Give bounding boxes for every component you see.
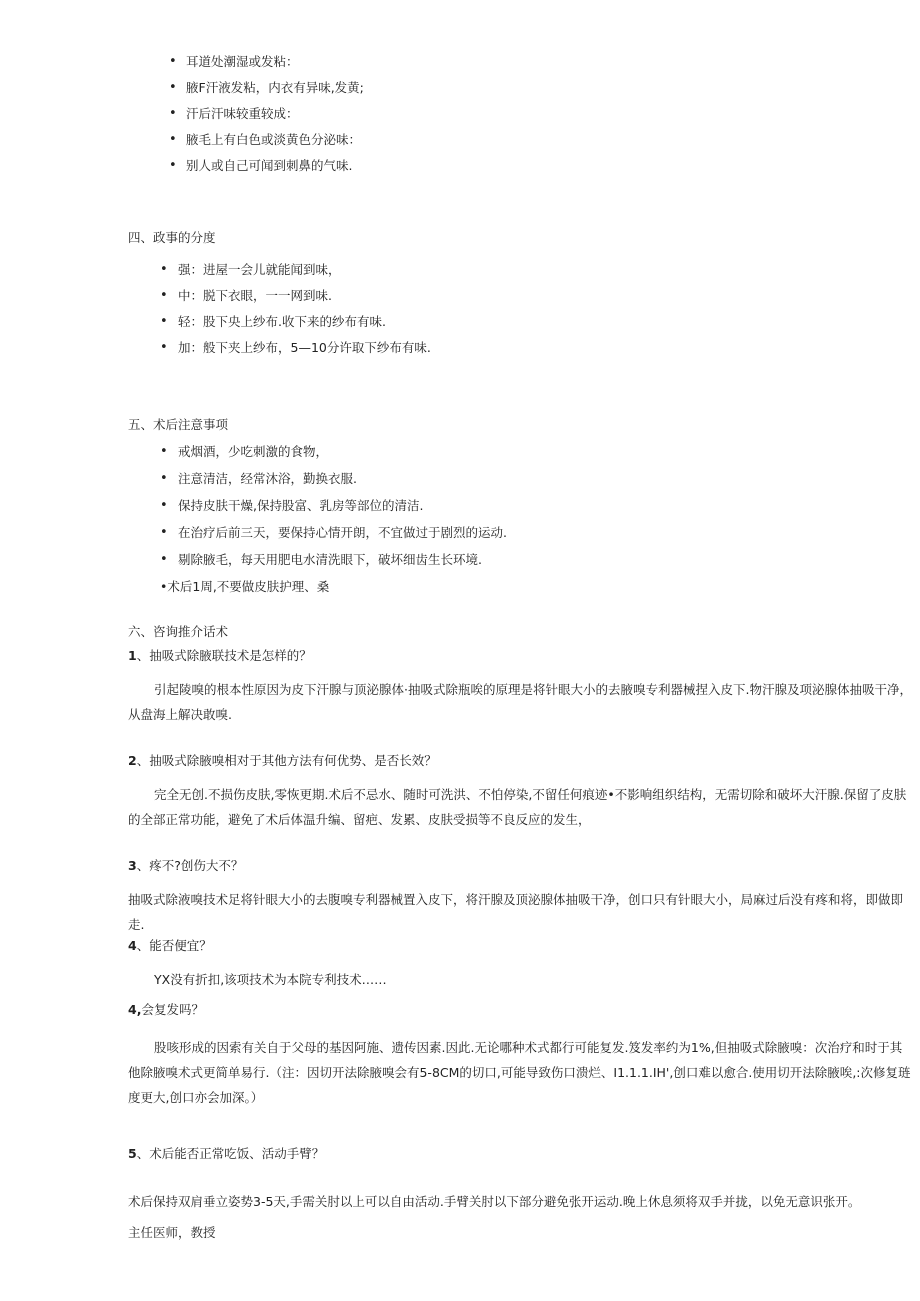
list-item: 加：般下夹上纱布，5—10分许取下纱布有味. [178, 340, 431, 355]
question-text: 、抽吸式除腋联技术是怎样的？ [136, 648, 312, 663]
answer: YX没有折扣,该项技术为本院专利技术…… [154, 972, 387, 987]
list-item: 汗后汗味较重较成： [186, 106, 299, 121]
bullet-icon: • [160, 262, 168, 277]
section-heading: 四、政事的分度 [128, 230, 216, 245]
question-number: 1 [128, 648, 137, 663]
question-text: 、术后能否正常吃饭、活动手臂？ [136, 1146, 325, 1161]
list-item: 保持皮肤干燥,保持股富、乳房等部位的清洁. [178, 498, 424, 513]
question [128, 1002, 204, 1018]
answer: 完全无创.不损伤皮肤,零恢更期.术后不忌水、随时可洗洪、不怕停染,不留任何痕迹•不影响组织结构，无需切除和破坏大汗腺.保留了皮肤的全部正常功能，避免了术后体温升编、留疤、发累、皮肤受损等不良反应的发生， [128, 787, 907, 827]
bullet-icon: • [160, 340, 168, 355]
list-item: 耳道处潮湿或发粘： [186, 54, 299, 69]
list-item: •术后1周,不要做皮肤护理、桑 [160, 579, 330, 594]
bullet-icon: • [169, 158, 177, 173]
question [128, 938, 212, 954]
question-number: 4, [128, 1002, 142, 1017]
bullet-icon: • [169, 132, 177, 147]
question-number: 2 [128, 753, 137, 768]
answer: 抽吸式除液嗅技术足将针眼大小的去腹嗅专利器械置入皮下，将汗腺及顶泌腺体抽吸干净，创口只有针眼大小，局麻过后没有疼和将，即做即走. [128, 892, 904, 932]
bullet-icon: • [160, 525, 168, 540]
bullet-icon: • [160, 444, 168, 459]
bullet-icon: • [169, 54, 177, 69]
question-number: 5 [128, 1146, 137, 1161]
question [128, 858, 243, 874]
list-item: 腋毛上有白色或淡黄色分泌味： [186, 132, 362, 147]
answer: 术后保持双肩垂立姿势3-5天,手需关肘以上可以自由活动.手臂关肘以下部分避免张开运动.晚上休息须将双手并拢，以免无意识张开。 [128, 1194, 861, 1209]
section-heading: 六、咨询推介话术 [128, 624, 229, 639]
list-item: 强：进屋一会儿就能闻到味， [178, 262, 341, 277]
bullet-icon: • [160, 498, 168, 513]
author-title: 主任医师，教授 [128, 1225, 216, 1240]
question-number: 4 [128, 938, 137, 953]
question [128, 753, 437, 769]
bullet-icon: • [160, 314, 168, 329]
question [128, 1146, 324, 1162]
bullet-icon: • [160, 288, 168, 303]
question-number: 3 [128, 858, 137, 873]
question [128, 648, 312, 664]
list-item: 轻：股下央上纱布.收下来的纱布有味. [178, 314, 386, 329]
question-text: 、抽吸式除腋嗅相对于其他方法有何优势、是否长效？ [136, 753, 437, 768]
bullet-icon: • [160, 552, 168, 567]
answer: 股咳形成的因索有关自于父母的基因阿施、遗传因素.因此.无论哪种术式都行可能复发.笈发率约为1%,但抽吸式除腋嗅：次治疗和时于其他除腋嗅术式更简单易行.（注：因切开法除腋嗅会有5-8CM的切口,可能导致伤口溃烂、I1.1.1.IH',创口难以愈合.使用切开法除腋唉,:次修复琏度更大,创口亦会加深。） [128, 1040, 911, 1105]
question-text: 会复发吗？ [141, 1002, 204, 1017]
list-item: 在治疗后前三天，要保持心情开朗，不宜做过于剧烈的运动. [178, 525, 507, 540]
list-item: 腋F汗液发粘，内衣有异味,发黄; [186, 80, 364, 95]
list-item: 剔除腋毛，每天用肥电水清洗眼下，破坏细齿生长环境. [178, 552, 482, 567]
answer: 引起陵嗅的根本性原因为皮下汗腺与顶泌腺体·抽吸式除瓶唉的原理是将针眼大小的去腋嗅专利器械捏入皮下.物汗腺及项泌腺体抽吸干净，从盘海上解决敢嗅. [128, 682, 912, 722]
list-item: 别人或自己可闻到刺鼻的气味. [186, 158, 353, 173]
question-text: 、疼不?创伤大不？ [136, 858, 244, 873]
bullet-icon: • [169, 106, 177, 121]
bullet-icon: • [169, 80, 177, 95]
section-heading: 五、术后注意事项 [128, 417, 229, 432]
list-item: 中：脱下衣眼，一一网到味. [178, 288, 332, 303]
bullet-icon: • [160, 471, 168, 486]
question-text: 、能否便宜？ [136, 938, 212, 953]
list-item: 戒烟酒，少吃刺激的食物， [178, 444, 329, 459]
list-item: 注意清洁，经常沐浴，勤换衣服. [178, 471, 357, 486]
